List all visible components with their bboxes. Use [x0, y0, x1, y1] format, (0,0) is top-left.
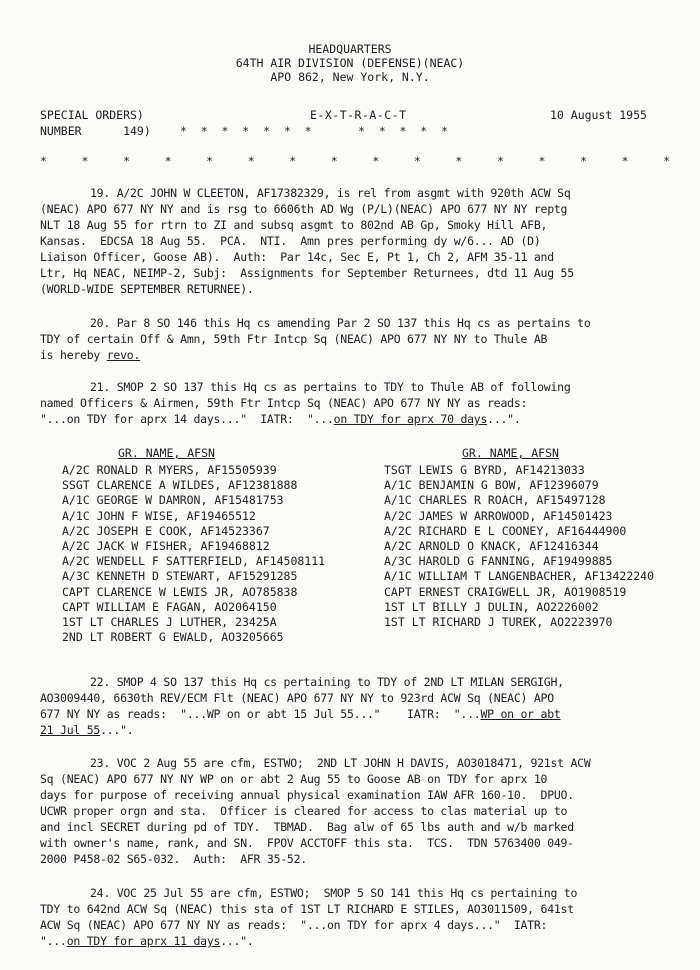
header-line-2: 64TH AIR DIVISION (DEFENSE)(NEAC): [235, 56, 465, 70]
roster-right-entry: A/1C CHARLES R ROACH, AF15497128: [384, 493, 606, 508]
roster-left-entry: SSGT CLARENCE A WILDES, AF12381888: [62, 478, 298, 493]
para-24-line: ACW Sq (NEAC) APO 677 NY NY as reads: "...on TDY for aprx 4 days..." IATR:: [40, 918, 548, 932]
header-line-3: APO 862, New York, N.Y.: [270, 70, 430, 84]
roster-right-entry: A/1C WILLIAM T LANGENBACHER, AF13422240: [384, 569, 655, 584]
para-20-text: is hereby: [40, 348, 107, 362]
para-24-line: TDY to 642nd ACW Sq (NEAC) this sta of 1ST LT RICHARD E STILES, AO3011509, 641st: [40, 902, 574, 916]
star-divider: * * * * * * * * * * * * * * * *: [40, 154, 671, 168]
para-22-line: [40, 707, 561, 722]
para-20-line: [40, 348, 140, 363]
stars-right: * * * * *: [358, 124, 449, 138]
roster-left-entry: A/2C JOSEPH E COOK, AF14523367: [62, 523, 270, 538]
reads-underlined: on TDY for aprx 70 days: [333, 412, 488, 426]
roster-right-entry: A/2C ARNOLD O KNACK, AF12416344: [384, 539, 599, 553]
roster-right-entry: A/3C HAROLD G FANNING, AF19499885: [384, 554, 613, 569]
roster-right-entry: A/1C BENJAMIN G BOW, AF12396079: [384, 478, 599, 493]
revoked-word: revo.: [106, 348, 141, 362]
roster-right-entry: CAPT ERNEST CRAIGWELL JR, AO1908519: [384, 584, 627, 599]
reads-tail: ...".: [487, 412, 521, 426]
para-24-underlined: on TDY for aprx 11 days: [66, 934, 221, 948]
para-24-text: "...: [40, 934, 67, 948]
para-22-line: 22. SMOP 4 SO 137 this Hq cs pertaining to TDY of 2ND LT MILAN SERGIGH,: [90, 675, 564, 689]
para-19-line: (NEAC) APO 677 NY NY and is rsg to 6606th AD Wg (P/L)(NEAC) APO 677 NY NY reptg: [40, 202, 568, 216]
roster-left-entry: A/3C KENNETH D STEWART, AF15291285: [62, 569, 298, 584]
para-19-line: Ltr, Hq NEAC, NEIMP-2, Subj: Assignments for September Returnees, dtd 11 Aug 55: [40, 266, 574, 280]
number-label: NUMBER 149): [40, 124, 151, 138]
para-24-tail: ...".: [220, 934, 254, 948]
para-23-line: 2000 P458-02 S65-032. Auth: AFR 35-52.: [40, 852, 307, 866]
para-23-line: with owner's name, rank, and SN. FPOV ACCTOFF this sta. TCS. TDN 5763400 049-: [40, 836, 574, 850]
reads-text: "...on TDY for aprx 14 days..." IATR: "...: [40, 412, 334, 426]
special-orders-label: SPECIAL ORDERS): [40, 108, 144, 122]
roster-right-entry: A/2C JAMES W ARROWOOD, AF14501423: [384, 508, 613, 523]
roster-left-entry: CAPT CLARENCE W LEWIS JR, AO785838: [62, 584, 298, 599]
para-24-line: [40, 934, 254, 949]
para-23-line: days for purpose of receiving annual physical examination IAW AFR 160-10. DPUO.: [40, 788, 574, 802]
roster-left-entry: A/2C JACK W FISHER, AF19468812: [62, 539, 270, 553]
roster-left-entry: A/2C WENDELL F SATTERFIELD, AF14508111: [62, 554, 326, 569]
roster-left-entry: A/1C JOHN F WISE, AF19465512: [62, 508, 256, 523]
para-23-line: UCWR proper orgn and sta. Officer is cleared for access to clas material up to: [40, 804, 568, 818]
roster-left-entry: A/2C RONALD R MYERS, AF15505939: [62, 463, 277, 477]
stars-left: * * * * * * *: [180, 124, 312, 138]
roster-right-entry: 1ST LT BILLY J DULIN, AO2226002: [384, 599, 599, 614]
para-22-text: 677 NY NY as reads: "...WP on or abt 15 Jul 55..." IATR: "...: [40, 707, 481, 721]
para-22-underlined: WP on or abt: [480, 707, 561, 721]
roster-left-entry: CAPT WILLIAM E FAGAN, AO2064150: [62, 599, 277, 614]
para-19-line: NLT 18 Aug 55 for rtrn to ZI and subsq asgmt to 802nd AB Gp, Smoky Hill AFB,: [40, 218, 548, 232]
roster-right-header: GR. NAME, AFSN: [462, 446, 559, 460]
para-20-line: TDY of certain Off & Amn, 59th Ftr Intcp Sq (NEAC) APO 677 NY NY to Thule AB: [40, 332, 548, 346]
para-24-line: 24. VOC 25 Jul 55 are cfm, ESTWO; SMOP 5 SO 141 this Hq cs pertaining to: [90, 886, 578, 900]
roster-left-entry: A/1C GEORGE W DAMRON, AF15481753: [62, 493, 284, 508]
para-19-line: 19. A/2C JOHN W CLEETON, AF17382329, is rel from asgmt with 920th ACW Sq: [90, 186, 571, 200]
para-21-line: named Officers & Airmen, 59th Ftr Intcp Sq (NEAC) APO 677 NY NY as reads:: [40, 396, 528, 410]
para-20-line: 20. Par 8 SO 146 this Hq cs amending Par 2 SO 137 this Hq cs as pertains to: [90, 316, 591, 330]
header-line-1: HEADQUARTERS: [308, 42, 392, 56]
para-22-line: [40, 723, 133, 738]
roster-right-entry: TSGT LEWIS G BYRD, AF14213033: [384, 463, 585, 477]
roster-right-entry: 1ST LT RICHARD J TUREK, AO2223970: [384, 615, 613, 629]
para-23-line: and incl SECRET during pd of TDY. TBMAD. Bag alw of 65 lbs auth and w/b marked: [40, 820, 574, 834]
roster-left-entry: 1ST LT CHARLES J LUTHER, 23425A: [62, 615, 277, 629]
roster-left-header: GR. NAME, AFSN: [118, 446, 215, 460]
order-date: 10 August 1955: [550, 108, 647, 122]
para-21-line: 21. SMOP 2 SO 137 this Hq cs as pertains to TDY to Thule AB of following: [90, 380, 571, 394]
para-22-underlined-date: 21 Jul 55: [40, 723, 101, 737]
para-22-line: AO3009440, 6630th REV/ECM Flt (NEAC) APO 677 NY NY to 923rd ACW Sq (NEAC) APO: [40, 691, 554, 705]
para-22-tail: ...".: [100, 723, 134, 737]
extract-label: E-X-T-R-A-C-T: [310, 108, 407, 122]
para-19-line: Liaison Officer, Goose AB). Auth: Par 14c, Sec E, Pt 1, Ch 2, AFM 35-11 and: [40, 250, 554, 264]
para-19-line: (WORLD-WIDE SEPTEMBER RETURNEE).: [40, 282, 254, 296]
roster-left-entry: 2ND LT ROBERT G EWALD, AO3205665: [62, 630, 284, 645]
para-23-line: Sq (NEAC) APO 677 NY NY WP on or abt 2 Aug 55 to Goose AB on TDY for aprx 10: [40, 772, 548, 786]
roster-right-entry: A/2C RICHARD E L COONEY, AF16444900: [384, 523, 627, 538]
para-19-line: Kansas. EDCSA 18 Aug 55. PCA. NTI. Amn pres performing dy w/6... AD (D): [40, 234, 541, 248]
para-21-reads-line: [40, 412, 521, 427]
para-23-line: 23. VOC 2 Aug 55 are cfm, ESTWO; 2ND LT JOHN H DAVIS, AO3018471, 921st ACW: [90, 756, 591, 770]
